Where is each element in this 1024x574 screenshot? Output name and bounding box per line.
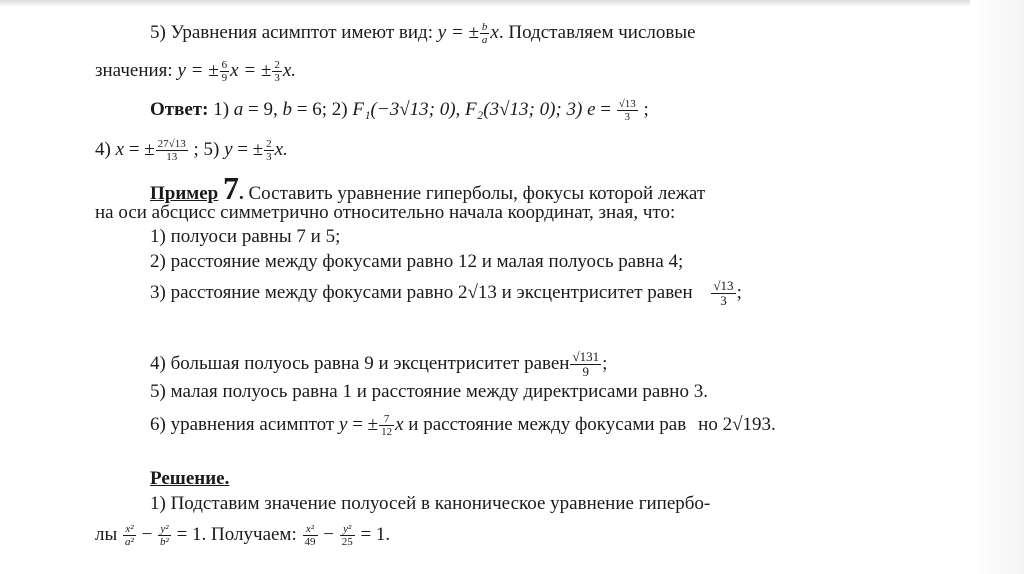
fraction (303, 523, 318, 548)
denominator: 25 (341, 536, 353, 548)
variable: x (115, 138, 125, 160)
numerator: 7 (379, 413, 394, 426)
fraction (158, 523, 171, 548)
text: и расстояние между фокусами рав (403, 413, 687, 435)
numerator: √13 (618, 98, 636, 110)
denominator: 3 (624, 111, 630, 123)
asymptote-equation-line (150, 21, 696, 46)
denominator: a (481, 34, 488, 46)
text: 4) большая полуось равна 9 и эксцентриситет равен (150, 352, 570, 374)
text: 3) расстояние между фокусами равно 2√13 и эксцентриситет равен (150, 281, 693, 303)
paragraph-line (95, 523, 390, 548)
variable: y (339, 413, 348, 435)
formula: y = ± (177, 59, 219, 81)
denominator: 13 (166, 151, 178, 163)
text: ; (736, 281, 742, 303)
text: 4) (95, 138, 116, 160)
fraction (340, 523, 355, 548)
text: ; (638, 98, 649, 120)
list-item (150, 413, 776, 438)
formula: x. (282, 59, 297, 81)
text: = ± (124, 138, 155, 160)
fraction (379, 413, 394, 438)
text: 5) Уравнения асимптот имеют вид: (150, 21, 438, 43)
text: лы (95, 523, 122, 545)
numerator: √13 (713, 278, 734, 293)
list-item: 5) малая полуось равна 1 и расстояние между директрисами равно 3. (150, 381, 708, 402)
numerator: 27√13 (157, 138, 186, 150)
text: . (239, 183, 244, 204)
text: Составить уравнение гиперболы, фокусы которой лежат (243, 183, 706, 204)
text: = ± (347, 413, 379, 435)
text: = (595, 98, 616, 120)
formula: x = ± (230, 59, 272, 81)
text: = 9, (243, 98, 283, 120)
denominator: 3 (266, 151, 272, 163)
answer-line (150, 98, 649, 123)
numerator: 2 (274, 59, 280, 71)
fraction (711, 279, 735, 308)
text: ; (602, 352, 608, 374)
text: = 1. Получаем: (171, 523, 302, 545)
denominator: 3 (720, 293, 727, 308)
numerator: 6 (221, 59, 228, 71)
denominator: 49 (304, 536, 316, 548)
example-number: 7 (223, 170, 239, 206)
denominator: b² (160, 536, 169, 548)
numeric-values-line (95, 59, 296, 84)
fraction (156, 138, 188, 163)
denominator: a² (125, 536, 134, 548)
list-item: 2) расстояние между фокусами равно 12 и малая полуось равна 4; (150, 251, 684, 272)
text: = 1. (355, 523, 391, 545)
text: 1) (208, 98, 234, 120)
variable: a (233, 98, 244, 120)
text: 6) уравнения асимптот (150, 413, 339, 435)
numerator: x² (303, 523, 318, 536)
variable: b (282, 98, 293, 120)
fraction (272, 59, 282, 84)
numerator: x² (123, 523, 136, 536)
text: значения: (95, 59, 178, 81)
text: = ± (232, 138, 264, 160)
list-item: 1) полуоси равны 7 и 5; (150, 226, 341, 247)
variable: e (587, 98, 596, 120)
list-item (150, 279, 742, 308)
numerator: y² (158, 523, 171, 536)
example-label: Пример (150, 183, 219, 204)
fraction (264, 138, 274, 163)
text: − (136, 523, 158, 545)
text: ; 5) (188, 138, 225, 160)
denominator: 9 (582, 364, 590, 379)
fraction (617, 98, 638, 123)
example-heading-line (150, 170, 706, 206)
formula: y = ± (437, 21, 479, 43)
formula: x (490, 21, 499, 43)
formula: x. (274, 138, 288, 160)
text: − (318, 523, 339, 545)
numerator: y² (340, 523, 355, 536)
answer-label: Ответ: (150, 98, 209, 120)
numerator: 2 (266, 138, 272, 150)
paragraph-line: на оси абсцисс симметрично относительно начала координат, зная, что: (95, 202, 676, 223)
text: . Подставляем числовые (498, 21, 696, 43)
paragraph-line: 1) Подставим значение полуосей в каноническое уравнение гипербо- (150, 493, 711, 514)
text: = 6; 2) (292, 98, 353, 120)
denominator: 12 (381, 426, 393, 438)
solution-heading: Решение. (150, 468, 230, 489)
page-top-edge (0, 0, 1024, 7)
numerator: b (481, 21, 488, 33)
denominator: 9 (221, 72, 228, 84)
variable: x (395, 413, 404, 435)
fraction (480, 21, 490, 46)
formula: F₁(−3√13; 0), F₂(3√13; 0); 3) (352, 98, 588, 120)
fraction (220, 59, 230, 84)
answer-line-continued (95, 138, 288, 163)
page-right-shadow (970, 0, 1024, 574)
list-item (150, 350, 607, 379)
fraction (570, 350, 601, 379)
fraction (123, 523, 136, 548)
variable: y (224, 138, 233, 160)
numerator: √131 (572, 349, 600, 364)
denominator: 3 (274, 72, 280, 84)
text: но 2√193. (698, 413, 776, 435)
